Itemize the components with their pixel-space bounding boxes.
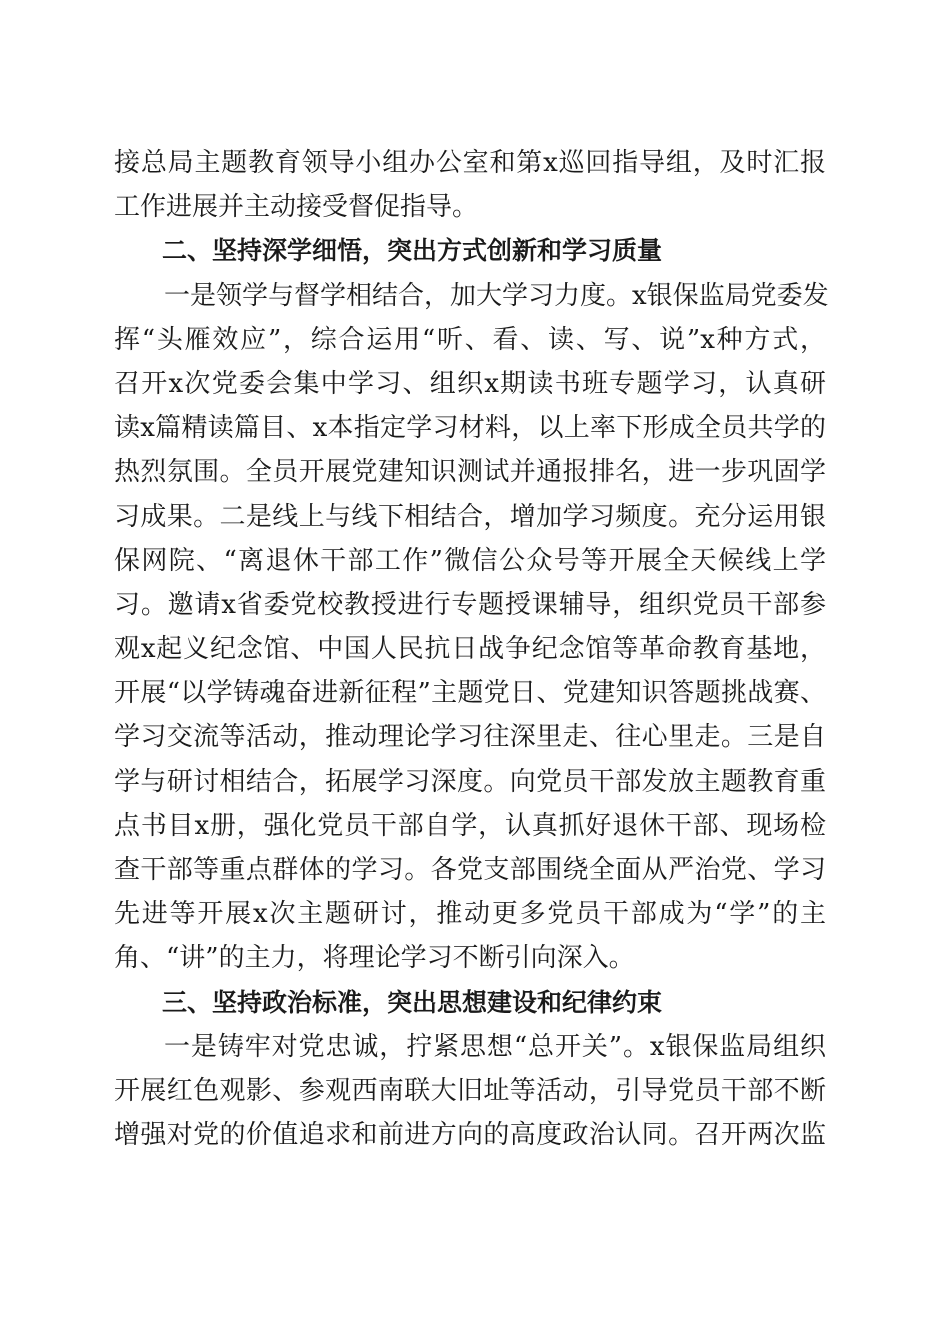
paragraph-line: 先进等开展x次主题研讨，推动更多党员干部成为“学”的主: [114, 899, 826, 930]
document-body: [114, 141, 829, 1157]
paragraph-line: 习。邀请x省委党校教授进行专题授课辅导，组织党员干部参: [114, 589, 826, 620]
paragraph-line: 接总局主题教育领导小组办公室和第x巡回指导组，及时汇报: [114, 148, 826, 178]
paragraph-line: 读x篇精读篇目、x本指定学习材料，以上率下形成全员共学的: [114, 413, 826, 444]
paragraph-line: 角、“讲”的主力，将理论学习不断引向深入。: [114, 943, 635, 974]
section-heading: 三、坚持政治标准，突出思想建设和纪律约束: [162, 987, 663, 1017]
paragraph-line: 热烈氛围。全员开展党建知识测试并通报排名，进一步巩固学: [114, 457, 826, 488]
paragraph-line: 观x起义纪念馆、中国人民抗日战争纪念馆等革命教育基地，: [114, 634, 826, 665]
paragraph-line: 挥“头雁效应”，综合运用“听、看、读、写、说”x种方式，: [114, 324, 826, 355]
paragraph-line: 点书目x册，强化党员干部自学，认真抓好退休干部、现场检: [114, 810, 826, 841]
paragraph-line: 学习交流等活动，推动理论学习往深里走、往心里走。三是自: [114, 722, 826, 753]
paragraph-line: 开展“以学铸魂奋进新征程”主题党日、党建知识答题挑战赛、: [114, 678, 826, 709]
paragraph-line: 保网院、“离退休干部工作”微信公众号等开展全天候线上学: [114, 545, 826, 576]
paragraph-line: 召开x次党委会集中学习、组织x期读书班专题学习，认真研: [114, 368, 826, 399]
paragraph-line: 增强对党的价值追求和前进方向的高度政治认同。召开两次监: [114, 1120, 826, 1151]
paragraph-line: 一是领学与督学相结合，加大学习力度。x银保监局党委发: [164, 280, 829, 311]
paragraph-line: 查干部等重点群体的学习。各党支部围绕全面从严治党、学习: [114, 855, 826, 885]
paragraph-line: 开展红色观影、参观西南联大旧址等活动，引导党员干部不断: [114, 1075, 826, 1106]
paragraph-line: 习成果。二是线上与线下相结合，增加学习频度。充分运用银: [114, 501, 826, 532]
paragraph-line: 工作进展并主动接受督促指导。: [114, 192, 479, 223]
paragraph-line: 一是铸牢对党忠诚，拧紧思想“总开关”。x银保监局组织: [164, 1031, 826, 1062]
section-heading: 二、坚持深学细悟，突出方式创新和学习质量: [162, 236, 663, 266]
paragraph-line: 学与研讨相结合，拓展学习深度。向党员干部发放主题教育重: [114, 766, 826, 797]
